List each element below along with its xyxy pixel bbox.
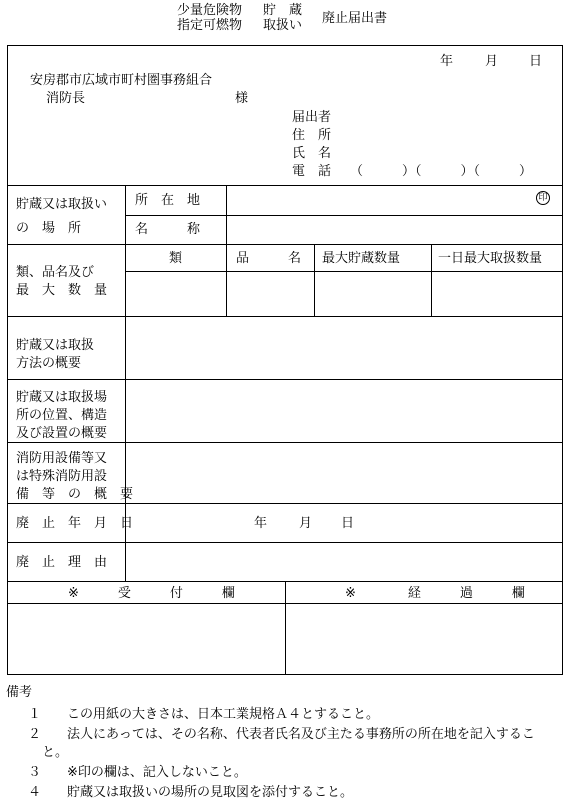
location-label-2: の 場 所 — [16, 221, 82, 236]
progress-label: ※ 経 過 欄 — [345, 586, 525, 601]
divider-kind-header — [125, 271, 562, 272]
title-line2-kind: 指定可燃物 — [177, 18, 243, 33]
remark-item: １ この用紙の大きさは、日本工業規格Ａ４とすること。 — [28, 707, 380, 722]
divider-method-bottom — [8, 379, 562, 380]
column-divider-3 — [431, 244, 432, 316]
facility-label-1: 貯蔵又は取扱場 — [16, 390, 108, 405]
seal-mark: 印 — [536, 191, 550, 205]
location-label-1: 貯蔵又は取扱い — [16, 197, 108, 212]
abolition-reason-label: 廃 止 理 由 — [16, 555, 108, 570]
method-label-1: 貯蔵又は取扱 — [16, 338, 95, 353]
equipment-label-2: は特殊消防用設 — [16, 469, 108, 484]
facility-label-3: 及び設置の概要 — [16, 426, 108, 441]
remark-item: ２ 法人にあっては、その名称、代表者氏名及び主たる事務所の所在地を記入するこ — [28, 727, 535, 742]
column-divider-1 — [226, 185, 227, 316]
reception-label: ※ 受 付 欄 — [68, 586, 235, 601]
equipment-label-3: 備 等 の 概 要 — [16, 487, 134, 502]
divider-kind-bottom — [8, 316, 562, 317]
facility-label-2: 所の位置、構造 — [16, 408, 108, 423]
notifier-label: 届出者 — [292, 110, 332, 125]
abolition-date-day: 日 — [341, 516, 355, 531]
kind-label-1: 類、品名及び — [16, 265, 95, 280]
title-line2-action: 取扱い — [263, 18, 303, 33]
remark-item: ４ 貯蔵又は取扱いの場所の見取図を添付すること。 — [28, 785, 354, 800]
title-suffix: 廃止届出書 — [322, 11, 388, 26]
notification-form — [7, 45, 563, 675]
equipment-label-1: 消防用設備等又 — [16, 451, 108, 466]
addressee-honorific: 様 — [235, 91, 249, 106]
name-label: 氏 名 — [292, 146, 332, 161]
phone-label: 電 話 — [292, 164, 332, 179]
divider-location-bottom — [8, 244, 562, 245]
date-day-label: 日 — [529, 54, 543, 69]
abolition-date-label: 廃 止 年 月 日 — [16, 516, 134, 531]
divider-location-mid — [125, 215, 562, 216]
kind-col-daily-max: 一日最大取扱数量 — [438, 251, 543, 266]
title-line1-kind: 少量危険物 — [177, 3, 243, 18]
remark-item: ３ ※印の欄は、記入しないこと。 — [28, 765, 247, 780]
address-label: 住 所 — [292, 128, 332, 143]
remark-item: と。 — [42, 745, 69, 760]
addressee-title: 消防長 — [46, 91, 86, 106]
kind-col-max-storage: 最大貯蔵数量 — [322, 251, 401, 266]
location-name-label: 名 称 — [135, 222, 201, 237]
office-column-divider — [285, 581, 286, 674]
date-year-label: 年 — [440, 54, 454, 69]
divider-date-bottom — [8, 542, 562, 543]
remarks-title: 備考 — [6, 685, 33, 700]
method-label-2: 方法の概要 — [16, 356, 82, 371]
column-divider-2 — [314, 244, 315, 316]
kind-col-class: 類 — [169, 251, 183, 266]
divider-header — [8, 185, 562, 186]
date-month-label: 月 — [485, 54, 499, 69]
phone-format: （ ）（ ）（ ） — [350, 164, 533, 179]
addressee-org: 安房郡市広域市町村圏事務組合 — [30, 73, 213, 88]
location-address-label: 所 在 地 — [135, 193, 201, 208]
abolition-date-month: 月 — [299, 516, 313, 531]
abolition-date-year: 年 — [254, 516, 268, 531]
kind-label-2: 最 大 数 量 — [16, 283, 108, 298]
title-line1-action: 貯 蔵 — [263, 3, 303, 18]
kind-col-item: 品 名 — [236, 251, 302, 266]
